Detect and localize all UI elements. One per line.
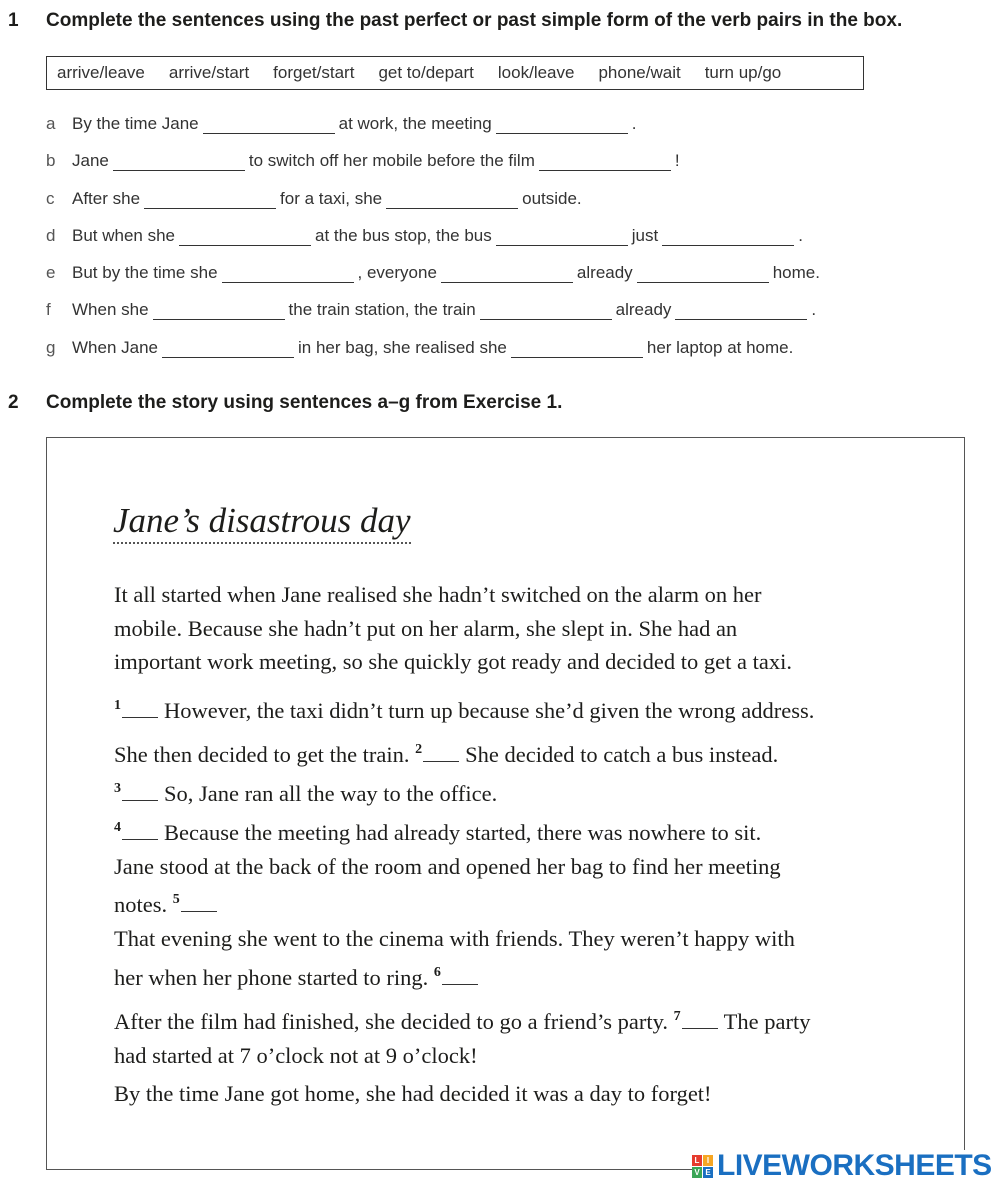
sentence-text: When Jane bbox=[72, 338, 158, 357]
logo-mark-cell: V bbox=[692, 1167, 702, 1178]
story-paragraph-4 bbox=[114, 811, 904, 922]
exercise-number: 1 bbox=[8, 10, 19, 31]
sentence-text: home. bbox=[772, 263, 820, 282]
gap-number: 1 bbox=[114, 698, 121, 713]
story-text: She decided to catch a bus instead. bbox=[465, 742, 779, 767]
sentence-text: . bbox=[631, 114, 637, 133]
gap-number: 6 bbox=[433, 964, 441, 980]
story-title: Jane’s disastrous day bbox=[113, 500, 411, 544]
sentence-text: at the bus stop, the bus bbox=[315, 226, 492, 245]
answer-blank[interactable] bbox=[480, 300, 612, 320]
word-box-item: turn up/go bbox=[704, 63, 782, 82]
sentence-text: just bbox=[631, 226, 659, 245]
sentence-letter: d bbox=[46, 226, 56, 245]
word-box-item: look/leave bbox=[497, 63, 575, 82]
logo-mark-cell: E bbox=[703, 1167, 713, 1178]
story-line: important work meeting, so she quickly got ready and decided to get a taxi. bbox=[114, 649, 792, 674]
answer-blank[interactable] bbox=[637, 263, 769, 283]
sentence-letter: a bbox=[46, 114, 56, 133]
story-text: Because the meeting had already started, there was nowhere to sit. bbox=[164, 820, 762, 845]
exercise-instruction: Complete the story using sentences a–g from Exercise 1. bbox=[46, 392, 563, 413]
story-paragraph-3 bbox=[114, 733, 904, 810]
sentence-text: But by the time she bbox=[72, 263, 218, 282]
answer-gap-2[interactable] bbox=[423, 743, 459, 762]
answer-blank[interactable] bbox=[386, 189, 518, 209]
story-paragraph-2 bbox=[114, 689, 904, 728]
sentence-text: to switch off her mobile before the film bbox=[248, 151, 535, 170]
story-paragraph-6 bbox=[114, 1000, 904, 1072]
answer-gap-1[interactable] bbox=[122, 699, 158, 718]
answer-blank[interactable] bbox=[179, 226, 311, 246]
story-paragraph-5 bbox=[114, 922, 904, 994]
answer-blank[interactable] bbox=[496, 226, 628, 246]
gap-number: 2 bbox=[415, 742, 423, 757]
story-line: mobile. Because she hadn’t put on her alarm, she slept in. She had an bbox=[114, 615, 738, 641]
story-line: By the time Jane got home, she had decided it was a day to forget! bbox=[114, 1081, 712, 1106]
story-text: However, the taxi didn’t turn up because she’d given the wrong address. bbox=[164, 698, 815, 723]
sentence-text: . bbox=[798, 226, 803, 245]
sentence-text: . bbox=[811, 300, 817, 319]
exercise-instruction: Complete the sentences using the past perfect or past simple form of the verb pairs in the box. bbox=[46, 10, 903, 31]
story-text: After the film had finished, she decided to go a friend’s party. bbox=[114, 1009, 668, 1034]
sentence-text: her laptop at home. bbox=[646, 338, 794, 357]
logo-text: LIVEWORKSHEETS bbox=[717, 1149, 992, 1182]
exercise-number: 2 bbox=[8, 392, 19, 413]
story-text: her when her phone started to ring. bbox=[114, 964, 429, 990]
sentence-letter: g bbox=[46, 338, 56, 357]
answer-blank[interactable] bbox=[675, 300, 807, 320]
sentence-text: After she bbox=[72, 189, 141, 208]
gap-number: 7 bbox=[673, 1009, 681, 1024]
story-paragraph-1 bbox=[114, 578, 904, 679]
logo-mark-cell: L bbox=[692, 1155, 702, 1166]
answer-gap-7[interactable] bbox=[682, 1010, 718, 1029]
gap-number: 5 bbox=[172, 892, 180, 907]
sentence-text: in her bag, she realised she bbox=[298, 338, 507, 357]
word-box-item: arrive/leave bbox=[57, 63, 145, 82]
gap-number: 3 bbox=[114, 780, 121, 796]
sentence-text: already bbox=[576, 263, 633, 282]
answer-blank[interactable] bbox=[662, 226, 794, 246]
answer-blank[interactable] bbox=[441, 263, 573, 283]
story-text: So, Jane ran all the way to the office. bbox=[164, 780, 498, 806]
story-line: It all started when Jane realised she hadn’t switched on the alarm on her bbox=[114, 582, 762, 607]
sentence-text: the train station, the train bbox=[288, 300, 476, 319]
story-text: The party bbox=[723, 1009, 811, 1034]
story-line: had started at 7 o’clock not at 9 o’clock! bbox=[114, 1042, 478, 1068]
word-box-item: phone/wait bbox=[598, 63, 681, 82]
story-text: notes. bbox=[114, 892, 168, 917]
sentence-text: Jane bbox=[72, 151, 109, 170]
answer-gap-4[interactable] bbox=[122, 821, 158, 840]
sentence-text: By the time Jane bbox=[72, 114, 199, 133]
story-text: She then decided to get the train. bbox=[114, 742, 410, 767]
sentence-text: for a taxi, she bbox=[280, 189, 383, 208]
answer-gap-6[interactable] bbox=[442, 966, 478, 985]
logo-mark-cell: I bbox=[703, 1155, 713, 1166]
answer-blank[interactable] bbox=[203, 114, 335, 134]
answer-blank[interactable] bbox=[511, 338, 643, 358]
word-box-item: forget/start bbox=[273, 63, 355, 82]
liveworksheets-logo bbox=[692, 1150, 996, 1182]
sentence-letter: f bbox=[46, 300, 51, 319]
answer-gap-3[interactable] bbox=[122, 782, 158, 801]
word-box-item: arrive/start bbox=[168, 63, 250, 82]
answer-gap-5[interactable] bbox=[181, 893, 217, 912]
gap-number: 4 bbox=[114, 820, 121, 835]
sentence-text: But when she bbox=[72, 226, 176, 245]
answer-blank[interactable] bbox=[496, 114, 628, 134]
answer-blank[interactable] bbox=[113, 151, 245, 171]
story-line: Jane stood at the back of the room and opened her bag to find her meeting bbox=[114, 853, 781, 879]
sentence-text: , everyone bbox=[357, 263, 437, 282]
answer-blank[interactable] bbox=[222, 263, 354, 283]
sentence-text: outside. bbox=[522, 189, 582, 208]
logo-mark-icon bbox=[692, 1155, 713, 1178]
story-line: That evening she went to the cinema with friends. They weren’t happy with bbox=[114, 926, 795, 951]
sentence-text: ! bbox=[674, 151, 680, 170]
word-box-item: get to/depart bbox=[378, 63, 474, 82]
sentence-text: at work, the meeting bbox=[338, 114, 492, 133]
answer-blank[interactable] bbox=[162, 338, 294, 358]
answer-blank[interactable] bbox=[539, 151, 671, 171]
sentence-text: When she bbox=[72, 300, 149, 319]
sentence-letter: b bbox=[46, 151, 56, 170]
story-paragraph-7 bbox=[114, 1077, 904, 1111]
answer-blank[interactable] bbox=[144, 189, 276, 209]
verb-word-box bbox=[46, 56, 864, 90]
sentence-letter: e bbox=[46, 263, 56, 282]
answer-blank[interactable] bbox=[153, 300, 285, 320]
sentence-text: already bbox=[615, 300, 672, 319]
sentence-letter: c bbox=[46, 189, 55, 208]
